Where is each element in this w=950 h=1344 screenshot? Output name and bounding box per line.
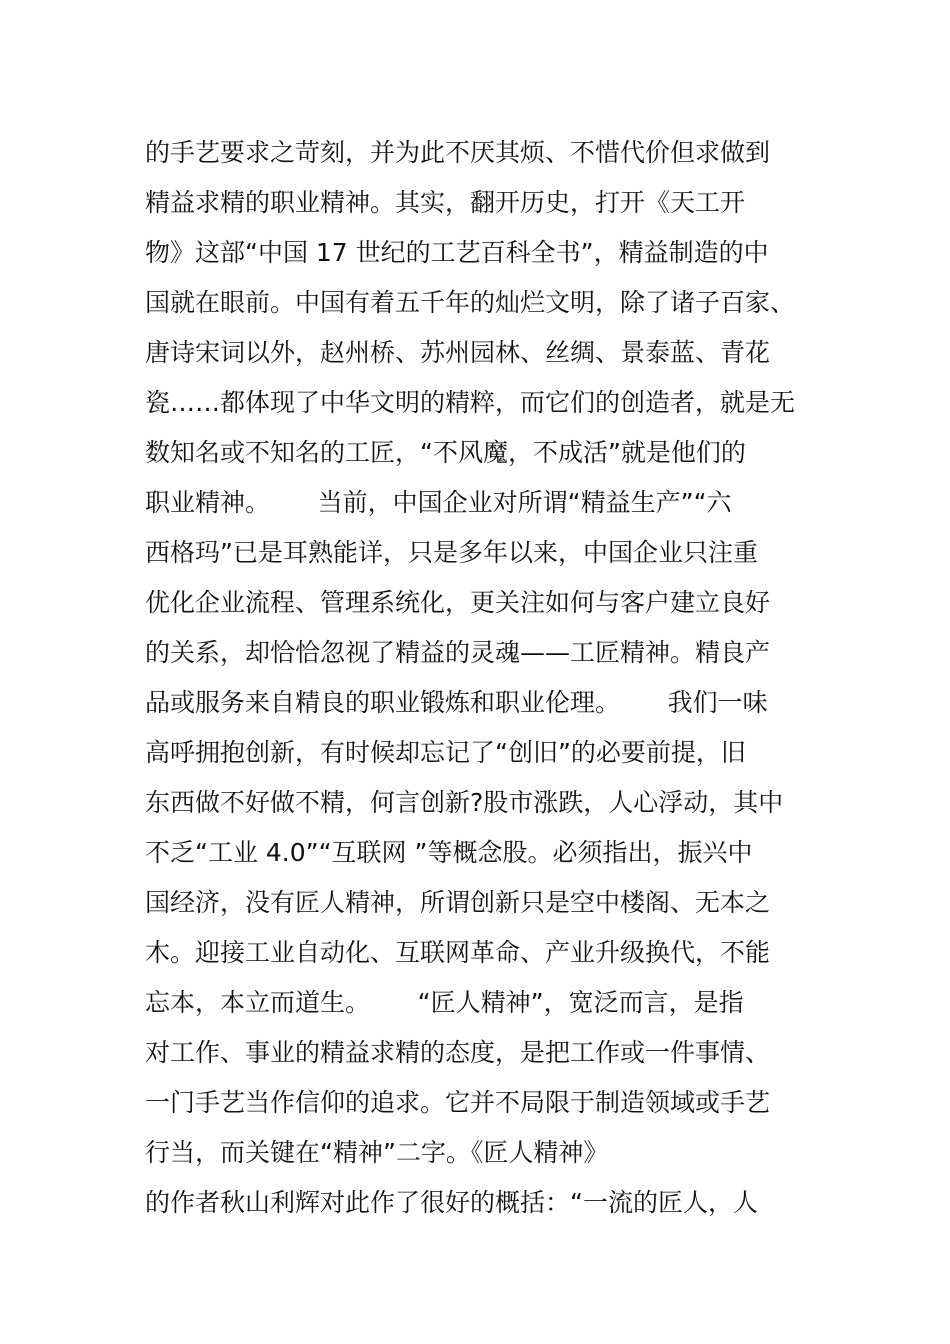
text-line: 高呼拥抱创新，有时候却忘记了“创旧”的必要前提，旧	[145, 738, 746, 767]
text-line: 的作者秋山利辉对此作了很好的概括：“一流的匠人，人	[145, 1188, 758, 1217]
text-line: 品或服务来自精良的职业锻炼和职业伦理。 我们一味	[145, 688, 768, 717]
text-line: 国就在眼前。中国有着五千年的灿烂文明，除了诸子百家、	[145, 288, 796, 317]
text-line: 对工作、事业的精益求精的态度，是把工作或一件事情、	[145, 1038, 771, 1067]
text-line: 国经济，没有匠人精神，所谓创新只是空中楼阁、无本之	[145, 888, 771, 917]
text-line: 木。迎接工业自动化、互联网革命、产业升级换代，不能	[145, 938, 771, 967]
text-line: 西格玛”已是耳熟能详，只是多年以来，中国企业只注重	[145, 538, 758, 567]
text-line: 优化企业流程、管理系统化，更关注如何与客户建立良好	[145, 588, 771, 617]
text-line: 忘本，本立而道生。 “匠人精神”，宽泛而言，是指	[145, 988, 744, 1017]
text-line: 职业精神。 当前，中国企业对所谓“精益生产”“六	[145, 488, 732, 517]
text-line: 一门手艺当作信仰的追求。它并不局限于制造领域或手艺	[145, 1088, 771, 1117]
text-line: 行当，而关键在“精神”二字。《匠人精神》	[145, 1138, 609, 1167]
text-line: 唐诗宋词以外，赵州桥、苏州园林、丝绸、景泰蓝、青花	[145, 338, 771, 367]
body-text	[145, 128, 825, 1228]
text-line: 不乏“工业 4.0”“互联网 ”等概念股。必须指出，振兴中	[145, 838, 753, 867]
text-line: 物》这部“中国 17 世纪的工艺百科全书”，精益制造的中	[145, 238, 769, 267]
text-line: 精益求精的职业精神。其实，翻开历史，打开《天工开	[145, 188, 746, 217]
text-line: 瓷……都体现了中华文明的精粹，而它们的创造者，就是无	[145, 388, 796, 417]
text-line: 东西做不好做不精，何言创新?股市涨跌，人心浮动，其中	[145, 788, 784, 817]
text-line: 数知名或不知名的工匠，“不风魔，不成活”就是他们的	[145, 438, 746, 467]
text-line: 的手艺要求之苛刻，并为此不厌其烦、不惜代价但求做到	[145, 138, 771, 167]
text-line: 的关系，却恰恰忽视了精益的灵魂——工匠精神。精良产	[145, 638, 771, 667]
